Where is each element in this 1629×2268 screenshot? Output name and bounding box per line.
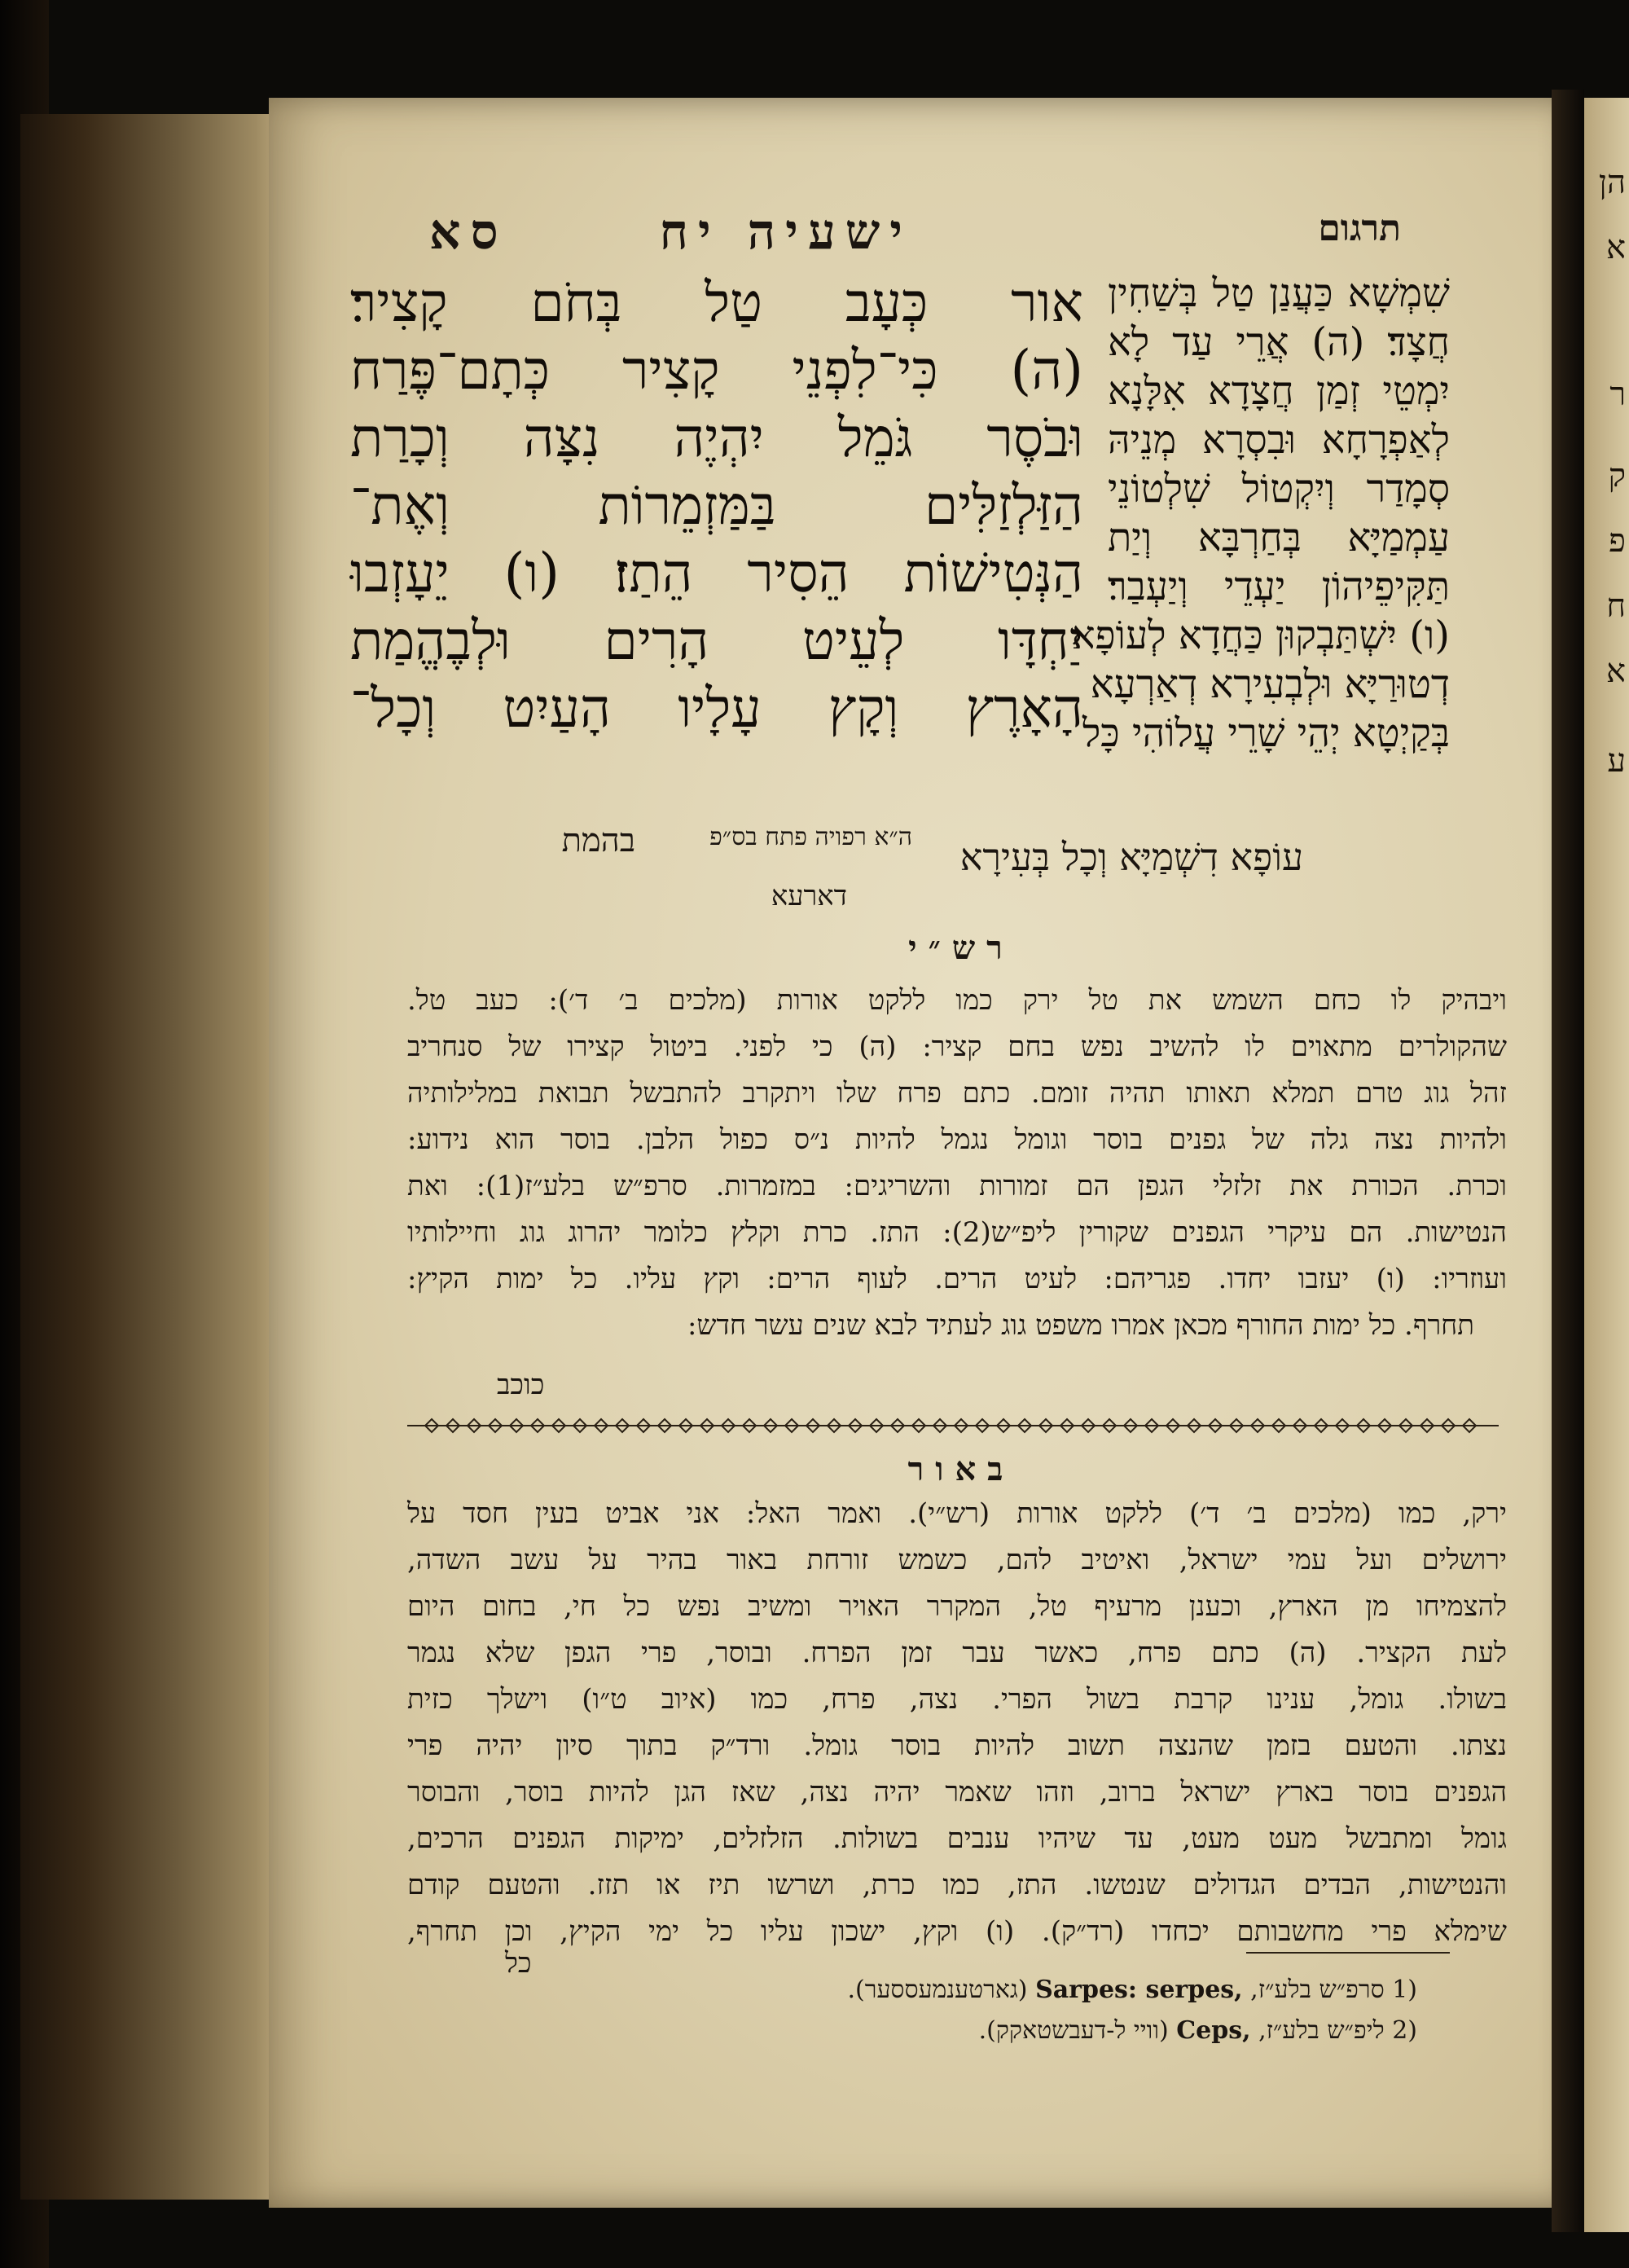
targum-label: תרגום [1318, 208, 1401, 249]
targum-line: סְמָדַר וְיִקְטוֹל שִׁלְטוֹנֵי [1108, 466, 1450, 512]
verse-line: וּבֹסֶר גֹּמֵל יִהְיֶה נִצָּה וְכָרַת [350, 407, 1083, 469]
next-page-fragment: א [1605, 653, 1626, 690]
targum-line: עַמְמַיָּא בְּחַרְבָּא וְיַת [1108, 515, 1450, 560]
rashi-catchword: כוכב [497, 1369, 545, 1401]
footnote-latin: Sarpes: serpes, [1035, 1976, 1243, 2004]
footnote-hebrew: ליפ״ש בלע״ז, [1258, 2016, 1385, 2045]
verse-line: (ה) כִּי־לִפְנֵי קָצִיר כְּתָם־פֶּרַח [350, 339, 1083, 402]
verse-line: הַנְּטִישׁוֹת הֵסִיר הֵתַז׃ (ו) יֵעָזְבוּ [350, 542, 1083, 604]
footnote-hebrew: סרפ״ש בלע״ז, [1250, 1976, 1385, 2004]
biur-line: והנטישות, הבדים הגדולים שנטשו. התז, כמו כרת, ושרשו תיז או תזז. והטעם קודם [407, 1869, 1507, 1901]
next-page-fragment: הן [1598, 164, 1626, 201]
biur-line: נצתו. והטעם בזמן שהנצה תשוב להיות בוסר גומל. ורד״ק בתוך סיון יהיה פרי [407, 1730, 1507, 1762]
verse-line: הַזַּלְזַלִּים בַּמַּזְמֵרוֹת וְאֶת־ [350, 474, 1083, 537]
biur-line: ירק, כמו (מלכים ב׳ ד׳) ללקט אורות (רש״י). ואמר האל: אני אביט בעין חסד על [407, 1497, 1507, 1530]
next-page-fragment: ק [1608, 457, 1626, 494]
page-number: סא [429, 204, 508, 261]
rashi-line: תחרף. כל ימות החורף מכאן אמרו משפט גוג לעתיד לבא שנים עשר חדש: [687, 1309, 1474, 1342]
biur-line: לעת הקציר. (ה) כתם פרח, כאשר עבר זמן הפרח. ובוסר, פרי הגפן שלא נגמר [407, 1637, 1507, 1669]
next-page-edge [1584, 98, 1629, 2232]
next-page-fragment: ר [1609, 376, 1626, 413]
rashi-line: וכרת. הכורת את זלזלי הגפן הם זמורות והשריגים: במזמרות. סרפ״ש בלע״ז(1): ואת [407, 1170, 1507, 1202]
targum-tail-line: עוֹפָא דִשְׁמַיָּא וְכָל בְּעִירָא [959, 835, 1303, 879]
verse-line: הָאָרֶץ וְקָץ עָלָיו הָעַיִט וְכָל־ [350, 677, 1083, 740]
rashi-line: הנטישות. הם עיקרי הגפנים שקורין ליפ״ש(2): התז. כרת וקלץ כלומר יהרוג גוג וחיילותיו [407, 1216, 1507, 1249]
footnote [733, 1976, 1417, 2004]
targum-column [1071, 269, 1450, 758]
targum-line: דְטוּרַיָּא וּלְבְעִירָא דְאַרְעָא [1090, 662, 1450, 707]
next-page-fragment: ע [1607, 742, 1626, 780]
targum-line: תַּקִּיפֵיהוֹן יַעְדֵי וְיַעְבַר׃ [1108, 564, 1450, 609]
masorah-note: ה״א רפויה פתח בס״פ [709, 823, 912, 851]
footnote-marker: (2 [1392, 2016, 1417, 2045]
biur-line: בשולו. גומל, ענינו קרבת בשול הפרי. נצה, פרח, כמו (איוב ט״ו) וישלך כזית [407, 1683, 1507, 1716]
targum-line: חֲצָד׃ (ה) אֲרֵי עַד לָא [1108, 319, 1450, 365]
next-page-fragment: א [1605, 229, 1626, 266]
rashi-heading: רש״י [908, 929, 1014, 967]
rashi-commentary [407, 978, 1507, 1349]
rashi-line: ויבהיק לו כחם השמש את טל ירק כמו ללקט אורות (מלכים ב׳ ד׳): כעב טל. [407, 984, 1507, 1017]
verse-line: אור כְּעָב טַל בְּחֹם קָצִיר׃ [350, 271, 1083, 334]
running-header-title [375, 204, 912, 261]
targum-line: יִמְטֵי זְמַן חֲצָדָא אִלָּנָא [1108, 368, 1450, 414]
ornamental-divider [407, 1416, 1499, 1435]
biur-heading: באור [907, 1450, 1015, 1488]
book-gutter [1552, 90, 1584, 2232]
targum-line: (ו) יִשְׁתַּבְקוּן כַּחֲדָא לְעוֹפָא [1071, 613, 1450, 658]
book-title: ישעיה יח [659, 204, 912, 261]
footnote-marker: (1 [1392, 1976, 1417, 2004]
footnote-gloss: (וויי ל-דעבשטאקק). [978, 2016, 1169, 2045]
footnote [733, 2016, 1417, 2045]
next-page-fragment: פ [1609, 522, 1626, 560]
rashi-line: ולהיות נצה גלה של גפנים בוסר וגומל נגמל להיות נ״ס כפול הלבן. בוסר הוא נידוע: [407, 1123, 1507, 1156]
biur-line: גומל ומתבשל מעט מעט, עד שיהיו ענבים בשולות. הזלזלים, ימיקות הגפנים הרכים, [407, 1822, 1507, 1855]
rashi-line: זהל גוג טרם תמלא תאותו תהיה זומם. כתם פרח שלו ויתקרב להתבשל תבואת במלילותיה [407, 1077, 1507, 1110]
verse-catchword: בהמת [561, 822, 635, 859]
rashi-line: ועוזריו: (ו) יעזבו יחדו. פגריהם: לעיט הרים. לעוף הרים: וקץ עליו. כל ימות הקיץ: [407, 1263, 1507, 1295]
biur-line: ירושלים ועל עמי ישראל, ואיטיב להם, כשמש זורחת באור בהיר על עשב השדה, [407, 1544, 1507, 1576]
targum-line: בְּקַיְטָא יְהֵי שָׁרֵי עֲלוֹהִי כָּל [1082, 710, 1450, 756]
targum-line: לְאַפְרָחָא וּבִסְרָא מְנֵיהּ [1108, 417, 1450, 463]
footnote-gloss: (גארטענמעססער). [847, 1976, 1028, 2004]
page-edges [20, 114, 281, 2200]
biur-line: להצמיחו מן הארץ, וכענן מרעיף טל, המקרר האויר ומשיב נפש כל חי, בחום היום [407, 1590, 1507, 1623]
targum-line: שִׁמְשָׁא כַּעֲנַן טַל בְּשַׁחִין [1108, 270, 1450, 316]
footnote-latin: Ceps, [1176, 2016, 1251, 2045]
biur-commentary [407, 1491, 1507, 1955]
verse-line: יַחְדָּו לְעֵיט הָרִים וּלְבֶהֱמַת [350, 609, 1083, 672]
biur-catchword: כל [505, 1947, 532, 1980]
rashi-line: שהקולרים מתאוים לו להשיב נפש בחם קציר: (ה) כי לפני. ביטול קצירו של סנחריב [407, 1031, 1507, 1063]
next-page-fragment: ח [1606, 587, 1626, 625]
targum-catchword: דארעא [771, 880, 847, 912]
footnote-rule [1246, 1952, 1450, 1954]
verse-column [350, 269, 1083, 742]
biur-line: שימלא פרי מחשבותם יכחדו (רד״ק). (ו) וקץ, ישכון עליו כל ימי הקיץ, וכן תחרף, [407, 1915, 1507, 1948]
biur-line: הגפנים בוסר בארץ ישראל ברוב, וזהו שאמר יהיה נצה, שאז הגן להיות בוסר, והבוסר [407, 1776, 1507, 1809]
